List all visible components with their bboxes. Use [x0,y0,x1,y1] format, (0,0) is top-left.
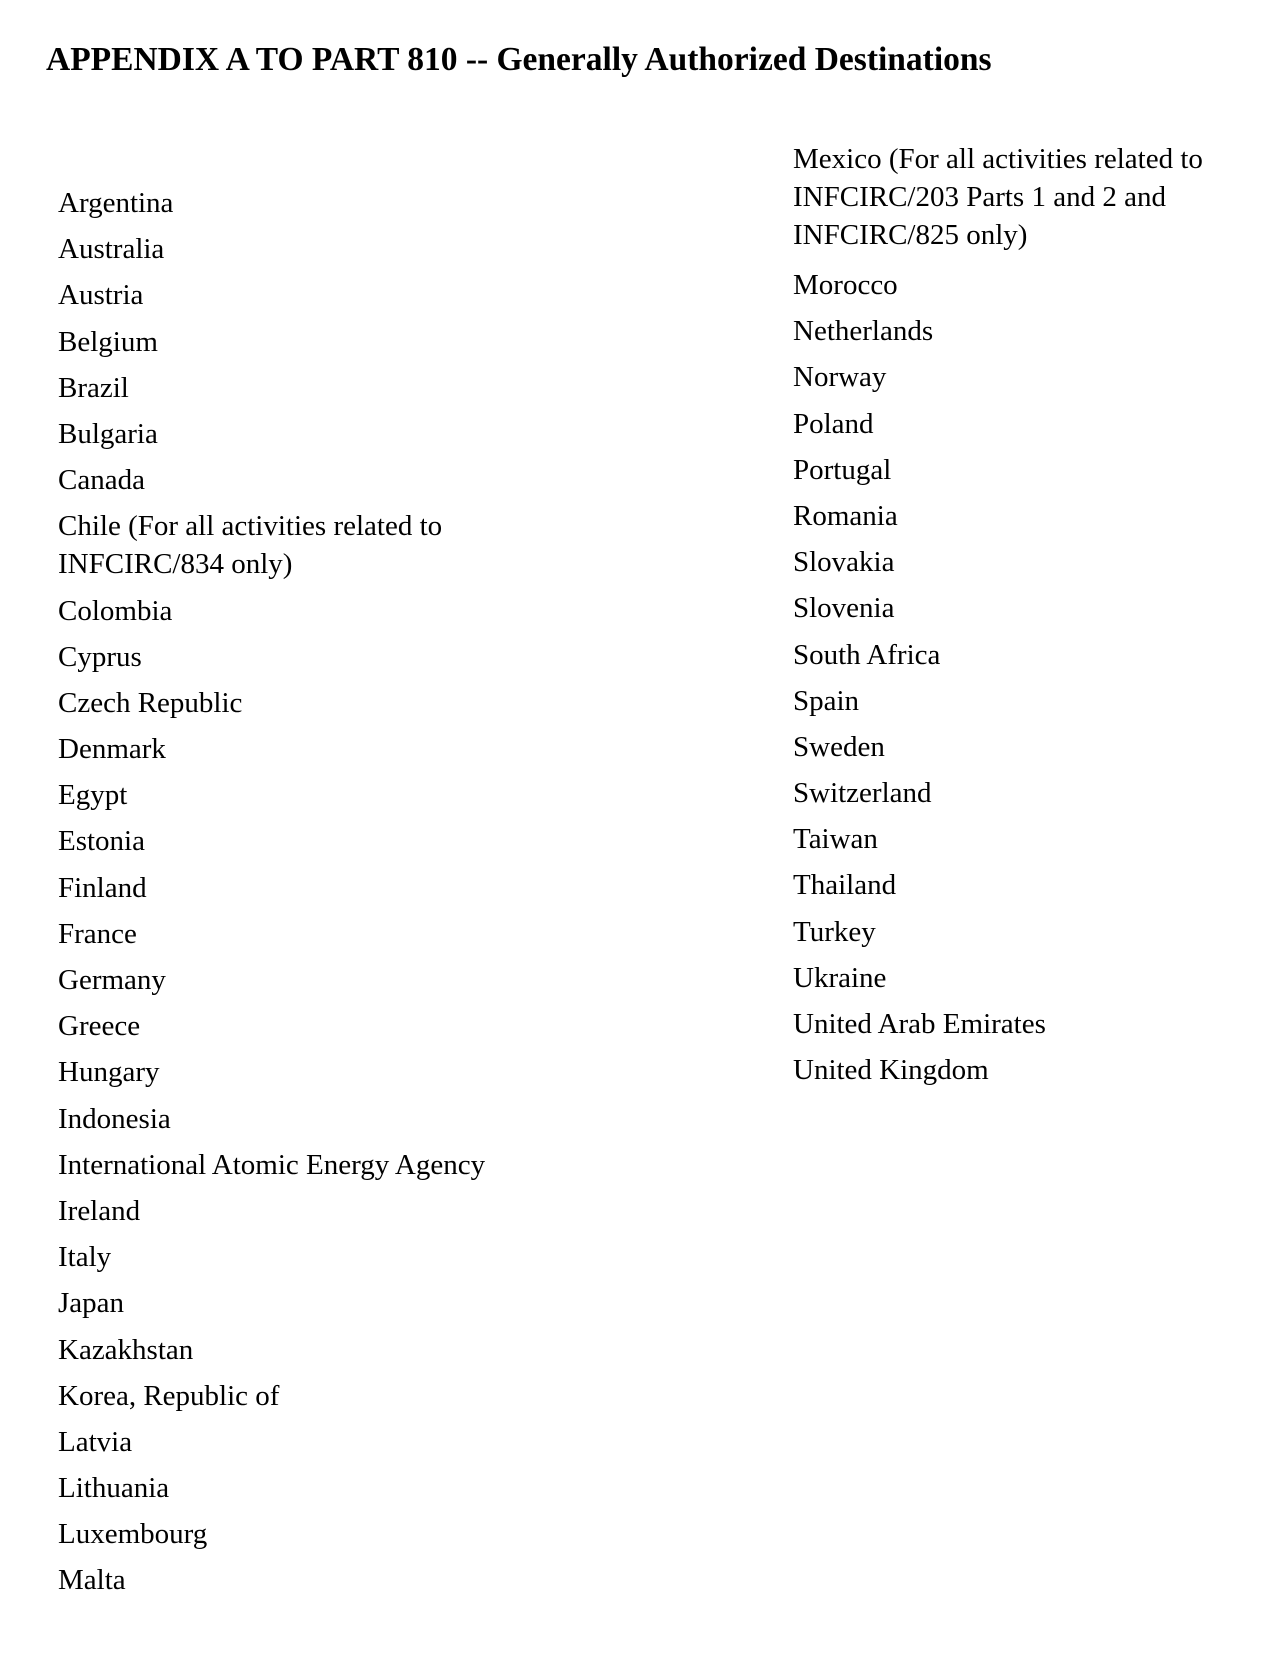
list-item: South Africa [793,638,941,671]
list-item: Latvia [58,1425,133,1458]
list-item: Greece [58,1010,141,1043]
page-title: APPENDIX A TO PART 810 -- Generally Authorized Destinations [46,41,992,78]
destination-list-left [58,184,658,1608]
list-item: Spain [793,684,860,717]
list-item: Taiwan [793,823,878,856]
list-item: Germany [58,964,166,996]
list-item: Slovakia [793,546,895,579]
list-item: Sweden [793,730,885,763]
list-item: Argentina [58,187,174,219]
list-item: United Kingdom [793,1054,989,1087]
list-item: Ukraine [793,961,887,994]
list-item: International Atomic Energy Agency [58,1148,486,1181]
list-item: Hungary [58,1056,160,1089]
list-item: Ireland [58,1194,141,1227]
list-item: Lithuania [58,1472,170,1505]
list-item: Mexico (For all activities related to INFCIRC/203 Parts 1 and 2 and INFCIRC/825 only) [793,143,1203,251]
list-item: Indonesia [58,1102,171,1135]
list-item: Belgium [58,325,158,358]
list-item: Korea, Republic of [58,1379,280,1412]
list-item: Thailand [793,869,897,902]
list-item: Norway [793,361,887,394]
list-item: Egypt [58,779,128,812]
list-item: Slovenia [793,592,895,625]
list-item: Japan [58,1287,125,1320]
list-item: Bulgaria [58,417,158,450]
list-item: Austria [58,279,144,312]
list-item: Cyprus [58,640,142,673]
list-item: Finland [58,871,147,904]
list-item: Turkey [793,915,876,948]
list-item: United Arab Emirates [793,1008,1046,1040]
list-item: Chile (For all activities related to INFCIRC/834 only) [58,510,443,581]
list-item: Estonia [58,825,145,858]
list-item: Colombia [58,594,173,627]
list-item: Romania [793,499,898,532]
list-item: Switzerland [793,777,932,810]
list-item: Czech Republic [58,686,243,719]
list-item: Netherlands [793,315,934,348]
list-item: Denmark [58,733,166,766]
destination-list-right [793,140,1253,1097]
list-item: Canada [58,464,145,497]
list-item: France [58,917,137,950]
list-item: Morocco [793,269,898,301]
list-item: Poland [793,407,874,440]
list-item: Luxembourg [58,1518,208,1551]
list-item: Brazil [58,371,129,404]
list-item: Italy [58,1241,112,1274]
list-item: Portugal [793,453,892,486]
list-item: Malta [58,1564,126,1597]
list-item: Kazakhstan [58,1333,194,1366]
list-item: Australia [58,233,165,266]
